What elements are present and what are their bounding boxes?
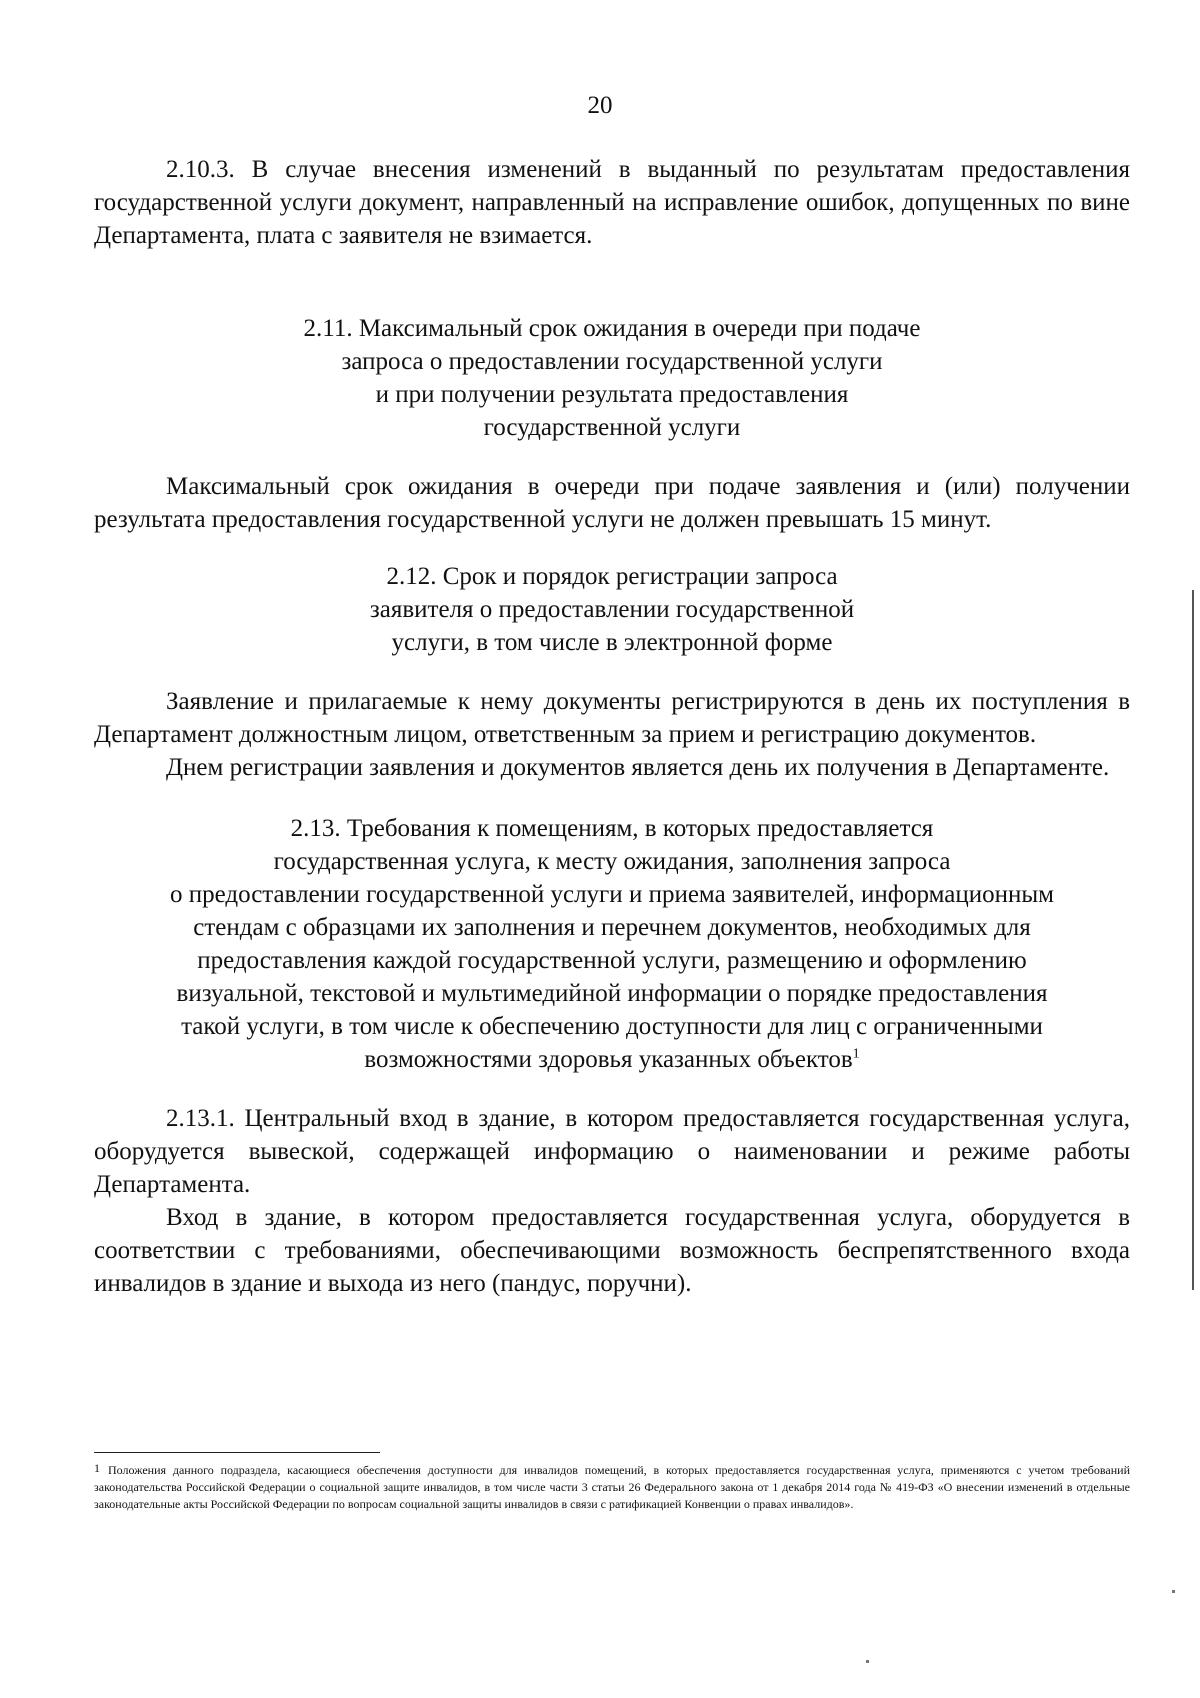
heading-line: услуги, в том числе в электронной форме xyxy=(391,629,833,656)
heading-line: запроса о предоставлении государственной услуги xyxy=(341,348,883,375)
heading-2-12 xyxy=(94,560,1130,659)
heading-line: заявителя о предоставлении государственной xyxy=(369,596,855,623)
heading-line: визуальной, текстовой и мультимедийной информации о порядке предоставления xyxy=(176,980,1048,1007)
heading-line: 2.11. Максимальный срок ожидания в очереди при подаче xyxy=(303,315,921,342)
footnote xyxy=(94,1462,1130,1513)
heading-line: и при получении результата предоставления xyxy=(375,381,849,408)
heading-2-11 xyxy=(94,312,1130,444)
heading-line-text: возможностями здоровья указанных объектов xyxy=(364,1046,853,1073)
footnote-separator xyxy=(94,1452,380,1453)
heading-line-last xyxy=(94,1043,1130,1076)
heading-2-13 xyxy=(94,812,1130,1076)
document-body xyxy=(94,153,1130,1300)
heading-line: 2.12. Срок и порядок регистрации запроса xyxy=(386,563,838,590)
scan-speck xyxy=(866,1660,869,1663)
heading-line: стендам с образцами их заполнения и перечнем документов, необходимых для xyxy=(193,914,1031,941)
heading-line: о предоставлении государственной услуги и приема заявителей, информационным xyxy=(169,881,1055,908)
paragraph-2-10-3: 2.10.3. В случае внесения изменений в выданный по результатам предоставления государственной услуги документ, направленный на исправление ошибок, допущенных по вине Департамента, плата с заявителя не взимается. xyxy=(94,156,1130,249)
heading-line: государственной услуги xyxy=(483,414,741,441)
footnote-mark: 1 xyxy=(94,1461,100,1475)
paragraph-2-13-1-a: 2.13.1. Центральный вход в здание, в котором предоставляется государственная услуга, оборудуется вывеской, содержащей информацию о наименовании и режиме работы Департамента. xyxy=(94,1105,1130,1198)
heading-line: 2.13. Требования к помещениям, в которых предоставляется xyxy=(290,815,934,842)
heading-line: государственная услуга, к месту ожидания, заполнения запроса xyxy=(273,848,951,875)
paragraph-2-12-b: Днем регистрации заявления и документов является день их получения в Департаменте. xyxy=(166,754,1110,781)
paragraph-2-13-1-b: Вход в здание, в котором предоставляется государственная услуга, оборудуется в соответствии с требованиями, обеспечивающими возможность беспрепятственного входа инвалидов в здание и выхода из него (пандус, поручни). xyxy=(94,1204,1130,1297)
paragraph-2-11: Максимальный срок ожидания в очереди при подаче заявления и (или) получении результата предоставления государственной услуги не должен превышать 15 минут. xyxy=(94,473,1130,533)
footnote-reference[interactable]: 1 xyxy=(852,1046,860,1062)
scan-speck xyxy=(1172,1590,1175,1593)
scan-edge-line xyxy=(1192,590,1194,1290)
footnote-text: Положения данного подраздела, касающиеся обеспечения доступности для инвалидов помещений, в которых предоставляется государственная услуга, применяются с учетом требований законодательства Российской Федерации о социальной защите инвалидов, в том числе части 3 статьи 26 Федерального закона от 1 декабря 2014 года № 419-ФЗ «О внесении изменений в отдельные законодательные акты Российской Федерации по вопросам социальной защиты инвалидов в связи с ратификацией Конвенции о правах инвалидов». xyxy=(94,1463,1130,1511)
heading-line: такой услуги, в том числе к обеспечению доступности для лиц с ограниченными xyxy=(181,1013,1043,1040)
paragraph-2-12-a: Заявление и прилагаемые к нему документы регистрируются в день их поступления в Департамент должностным лицом, ответственным за прием и регистрацию документов. xyxy=(94,688,1130,748)
page-number: 20 xyxy=(587,92,613,119)
heading-line: предоставления каждой государственной услуги, размещению и оформлению xyxy=(197,947,1027,974)
